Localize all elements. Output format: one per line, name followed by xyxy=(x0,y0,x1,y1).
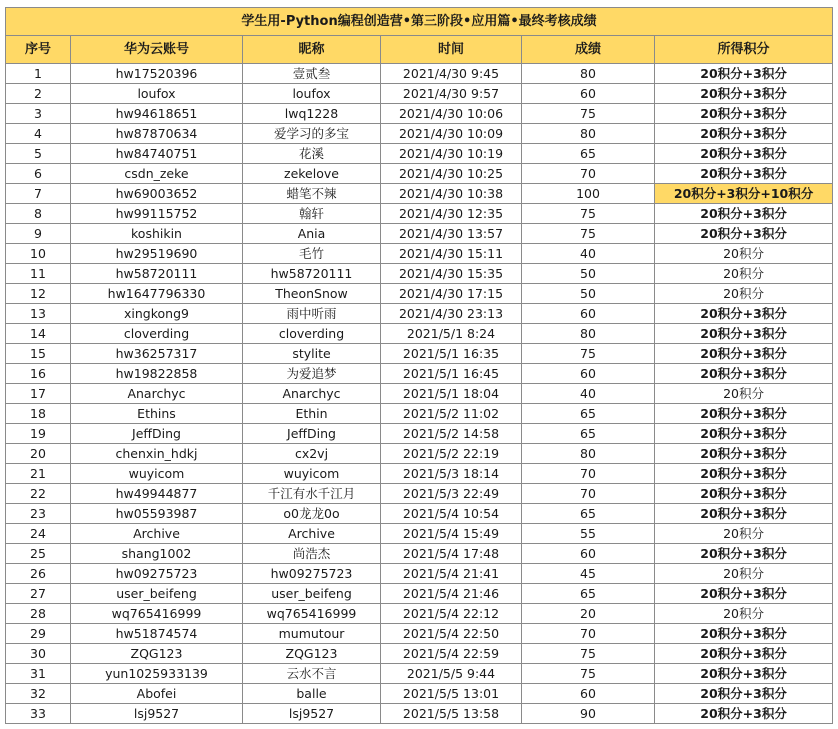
cell-index[interactable]: 13 xyxy=(6,304,71,324)
cell-nickname[interactable]: hw09275723 xyxy=(243,564,381,584)
table-row xyxy=(6,704,833,724)
table-row xyxy=(6,64,833,84)
table-row xyxy=(6,124,833,144)
cell-score[interactable]: 45 xyxy=(522,564,655,584)
table-row xyxy=(6,104,833,124)
cell-time[interactable]: 2021/4/30 12:35 xyxy=(381,204,522,224)
cell-score[interactable]: 75 xyxy=(522,204,655,224)
cell-points[interactable]: 20积分+3积分 xyxy=(655,224,833,244)
cell-nickname[interactable]: JeffDing xyxy=(243,424,381,444)
cell-score[interactable]: 80 xyxy=(522,324,655,344)
table-row xyxy=(6,424,833,444)
cell-score[interactable]: 60 xyxy=(522,544,655,564)
cell-nickname[interactable]: 尚浩杰 xyxy=(243,544,381,564)
cell-score[interactable]: 75 xyxy=(522,104,655,124)
cell-score[interactable]: 75 xyxy=(522,224,655,244)
column-header-index[interactable]: 序号 xyxy=(6,36,71,64)
table-row xyxy=(6,444,833,464)
cell-points[interactable]: 20积分+3积分 xyxy=(655,164,833,184)
cell-index[interactable]: 9 xyxy=(6,224,71,244)
cell-account[interactable]: hw87870634 xyxy=(71,124,243,144)
table-row xyxy=(6,244,833,264)
table-row xyxy=(6,604,833,624)
cell-index[interactable]: 12 xyxy=(6,284,71,304)
cell-points[interactable]: 20积分+3积分 xyxy=(655,64,833,84)
table-row xyxy=(6,284,833,304)
cell-score[interactable]: 70 xyxy=(522,464,655,484)
table-row xyxy=(6,344,833,364)
cell-nickname[interactable]: 千江有水千江月 xyxy=(243,484,381,504)
cell-nickname[interactable]: 蜡笔不辣 xyxy=(243,184,381,204)
cell-score[interactable]: 65 xyxy=(522,424,655,444)
cell-score[interactable]: 60 xyxy=(522,304,655,324)
cell-account[interactable]: shang1002 xyxy=(71,544,243,564)
table-row xyxy=(6,324,833,344)
cell-score[interactable]: 65 xyxy=(522,144,655,164)
cell-score[interactable]: 50 xyxy=(522,284,655,304)
cell-time[interactable]: 2021/5/1 18:04 xyxy=(381,384,522,404)
table-row xyxy=(6,84,833,104)
cell-points[interactable]: 20积分+3积分 xyxy=(655,444,833,464)
cell-index[interactable]: 6 xyxy=(6,164,71,184)
cell-nickname[interactable]: lsj9527 xyxy=(243,704,381,724)
cell-index[interactable]: 4 xyxy=(6,124,71,144)
cell-points[interactable]: 20积分+3积分 xyxy=(655,424,833,444)
cell-index[interactable]: 10 xyxy=(6,244,71,264)
cell-time[interactable]: 2021/5/2 11:02 xyxy=(381,404,522,424)
cell-score[interactable]: 75 xyxy=(522,344,655,364)
cell-points[interactable]: 20积分+3积分 xyxy=(655,624,833,644)
cell-score[interactable]: 60 xyxy=(522,84,655,104)
cell-account[interactable]: wq765416999 xyxy=(71,604,243,624)
cell-time[interactable]: 2021/5/1 16:35 xyxy=(381,344,522,364)
cell-score[interactable]: 20 xyxy=(522,604,655,624)
cell-score[interactable]: 75 xyxy=(522,664,655,684)
cell-nickname[interactable]: wq765416999 xyxy=(243,604,381,624)
cell-index[interactable]: 26 xyxy=(6,564,71,584)
table-row xyxy=(6,564,833,584)
cell-score[interactable]: 65 xyxy=(522,504,655,524)
cell-nickname[interactable]: Ania xyxy=(243,224,381,244)
cell-time[interactable]: 2021/4/30 10:25 xyxy=(381,164,522,184)
cell-score[interactable]: 50 xyxy=(522,264,655,284)
cell-time[interactable]: 2021/4/30 9:57 xyxy=(381,84,522,104)
cell-points[interactable]: 20积分 xyxy=(655,264,833,284)
cell-points[interactable]: 20积分 xyxy=(655,284,833,304)
table-row xyxy=(6,464,833,484)
cell-index[interactable]: 17 xyxy=(6,384,71,404)
cell-nickname[interactable]: mumutour xyxy=(243,624,381,644)
cell-index[interactable]: 25 xyxy=(6,544,71,564)
cell-score[interactable]: 40 xyxy=(522,384,655,404)
cell-index[interactable]: 30 xyxy=(6,644,71,664)
cell-time[interactable]: 2021/5/5 9:44 xyxy=(381,664,522,684)
cell-nickname[interactable]: o0龙龙0o xyxy=(243,504,381,524)
table-row xyxy=(6,484,833,504)
cell-time[interactable]: 2021/4/30 23:13 xyxy=(381,304,522,324)
cell-account[interactable]: hw99115752 xyxy=(71,204,243,224)
cell-score[interactable]: 80 xyxy=(522,124,655,144)
cell-account[interactable]: hw58720111 xyxy=(71,264,243,284)
cell-score[interactable]: 80 xyxy=(522,64,655,84)
cell-time[interactable]: 2021/5/4 17:48 xyxy=(381,544,522,564)
cell-time[interactable]: 2021/5/4 15:49 xyxy=(381,524,522,544)
cell-nickname[interactable]: 雨中听雨 xyxy=(243,304,381,324)
cell-index[interactable]: 14 xyxy=(6,324,71,344)
cell-time[interactable]: 2021/4/30 10:06 xyxy=(381,104,522,124)
cell-points[interactable]: 20积分+3积分 xyxy=(655,404,833,424)
cell-time[interactable]: 2021/5/4 10:54 xyxy=(381,504,522,524)
cell-index[interactable]: 11 xyxy=(6,264,71,284)
cell-time[interactable]: 2021/5/4 22:50 xyxy=(381,624,522,644)
cell-account[interactable]: cloverding xyxy=(71,324,243,344)
cell-points[interactable]: 20积分+3积分 xyxy=(655,324,833,344)
table-row xyxy=(6,264,833,284)
cell-points[interactable]: 20积分+3积分+10积分 xyxy=(655,184,833,204)
cell-nickname[interactable]: 爱学习的多宝 xyxy=(243,124,381,144)
cell-account[interactable]: hw36257317 xyxy=(71,344,243,364)
cell-index[interactable]: 23 xyxy=(6,504,71,524)
cell-score[interactable]: 70 xyxy=(522,624,655,644)
cell-account[interactable]: Ethins xyxy=(71,404,243,424)
cell-time[interactable]: 2021/4/30 17:15 xyxy=(381,284,522,304)
cell-score[interactable]: 60 xyxy=(522,684,655,704)
cell-points[interactable]: 20积分+3积分 xyxy=(655,104,833,124)
table-row xyxy=(6,404,833,424)
cell-index[interactable]: 27 xyxy=(6,584,71,604)
cell-account[interactable]: user_beifeng xyxy=(71,584,243,604)
cell-time[interactable]: 2021/5/3 18:14 xyxy=(381,464,522,484)
cell-score[interactable]: 80 xyxy=(522,444,655,464)
cell-time[interactable]: 2021/5/3 22:49 xyxy=(381,484,522,504)
cell-points[interactable]: 20积分 xyxy=(655,524,833,544)
cell-score[interactable]: 75 xyxy=(522,644,655,664)
cell-nickname[interactable]: Ethin xyxy=(243,404,381,424)
cell-points[interactable]: 20积分 xyxy=(655,604,833,624)
cell-account[interactable]: hw1647796330 xyxy=(71,284,243,304)
cell-account[interactable]: koshikin xyxy=(71,224,243,244)
cell-account[interactable]: hw29519690 xyxy=(71,244,243,264)
cell-score[interactable]: 90 xyxy=(522,704,655,724)
cell-index[interactable]: 29 xyxy=(6,624,71,644)
cell-index[interactable]: 33 xyxy=(6,704,71,724)
cell-points[interactable]: 20积分+3积分 xyxy=(655,124,833,144)
cell-points[interactable]: 20积分+3积分 xyxy=(655,704,833,724)
table-row xyxy=(6,184,833,204)
cell-account[interactable]: JeffDing xyxy=(71,424,243,444)
cell-nickname[interactable]: TheonSnow xyxy=(243,284,381,304)
cell-account[interactable]: Anarchyc xyxy=(71,384,243,404)
cell-time[interactable]: 2021/5/4 21:41 xyxy=(381,564,522,584)
cell-score[interactable]: 70 xyxy=(522,164,655,184)
cell-time[interactable]: 2021/4/30 10:38 xyxy=(381,184,522,204)
cell-score[interactable]: 65 xyxy=(522,404,655,424)
cell-score[interactable]: 65 xyxy=(522,584,655,604)
cell-account[interactable]: lsj9527 xyxy=(71,704,243,724)
cell-points[interactable]: 20积分+3积分 xyxy=(655,144,833,164)
table-row xyxy=(6,524,833,544)
cell-nickname[interactable]: 为爱追梦 xyxy=(243,364,381,384)
cell-score[interactable]: 40 xyxy=(522,244,655,264)
cell-points[interactable]: 20积分+3积分 xyxy=(655,484,833,504)
cell-time[interactable]: 2021/5/1 16:45 xyxy=(381,364,522,384)
table-row xyxy=(6,644,833,664)
cell-index[interactable]: 3 xyxy=(6,104,71,124)
cell-nickname[interactable]: 壹贰叁 xyxy=(243,64,381,84)
cell-index[interactable]: 20 xyxy=(6,444,71,464)
cell-points[interactable]: 20积分 xyxy=(655,564,833,584)
cell-time[interactable]: 2021/5/2 22:19 xyxy=(381,444,522,464)
cell-time[interactable]: 2021/5/4 22:59 xyxy=(381,644,522,664)
cell-nickname[interactable]: zekelove xyxy=(243,164,381,184)
cell-time[interactable]: 2021/5/4 21:46 xyxy=(381,584,522,604)
cell-index[interactable]: 18 xyxy=(6,404,71,424)
cell-points[interactable]: 20积分+3积分 xyxy=(655,304,833,324)
cell-index[interactable]: 8 xyxy=(6,204,71,224)
cell-account[interactable]: ZQG123 xyxy=(71,644,243,664)
cell-points[interactable]: 20积分+3积分 xyxy=(655,544,833,564)
cell-time[interactable]: 2021/4/30 10:09 xyxy=(381,124,522,144)
cell-account[interactable]: xingkong9 xyxy=(71,304,243,324)
table-row xyxy=(6,224,833,244)
cell-points[interactable]: 20积分+3积分 xyxy=(655,584,833,604)
cell-points[interactable]: 20积分+3积分 xyxy=(655,344,833,364)
table-row xyxy=(6,164,833,184)
cell-index[interactable]: 24 xyxy=(6,524,71,544)
cell-account[interactable]: hw49944877 xyxy=(71,484,243,504)
cell-nickname[interactable]: 毛竹 xyxy=(243,244,381,264)
cell-index[interactable]: 15 xyxy=(6,344,71,364)
cell-time[interactable]: 2021/5/4 22:12 xyxy=(381,604,522,624)
cell-account[interactable]: hw51874574 xyxy=(71,624,243,644)
column-header-points[interactable]: 所得积分 xyxy=(655,36,833,64)
score-table xyxy=(5,7,833,724)
cell-account[interactable]: Archive xyxy=(71,524,243,544)
cell-index[interactable]: 31 xyxy=(6,664,71,684)
cell-points[interactable]: 20积分+3积分 xyxy=(655,204,833,224)
cell-points[interactable]: 20积分 xyxy=(655,384,833,404)
cell-nickname[interactable]: 云水不言 xyxy=(243,664,381,684)
cell-score[interactable]: 100 xyxy=(522,184,655,204)
cell-index[interactable]: 16 xyxy=(6,364,71,384)
cell-account[interactable]: hw05593987 xyxy=(71,504,243,524)
cell-nickname[interactable]: ZQG123 xyxy=(243,644,381,664)
sheet-title: 学生用-Python编程创造营•第三阶段•应用篇•最终考核成绩 xyxy=(6,8,833,36)
score-sheet xyxy=(5,7,833,724)
column-header-nickname[interactable]: 昵称 xyxy=(243,36,381,64)
cell-index[interactable]: 7 xyxy=(6,184,71,204)
cell-account[interactable]: hw19822858 xyxy=(71,364,243,384)
cell-time[interactable]: 2021/4/30 9:45 xyxy=(381,64,522,84)
cell-account[interactable]: wuyicom xyxy=(71,464,243,484)
cell-time[interactable]: 2021/4/30 15:11 xyxy=(381,244,522,264)
table-row xyxy=(6,684,833,704)
table-row xyxy=(6,384,833,404)
header-row xyxy=(6,36,833,64)
cell-time[interactable]: 2021/5/5 13:58 xyxy=(381,704,522,724)
table-row xyxy=(6,664,833,684)
cell-account[interactable]: csdn_zeke xyxy=(71,164,243,184)
table-row xyxy=(6,304,833,324)
cell-account[interactable]: Abofei xyxy=(71,684,243,704)
cell-account[interactable]: hw17520396 xyxy=(71,64,243,84)
cell-nickname[interactable]: lwq1228 xyxy=(243,104,381,124)
cell-index[interactable]: 2 xyxy=(6,84,71,104)
table-row xyxy=(6,624,833,644)
cell-nickname[interactable]: Archive xyxy=(243,524,381,544)
cell-account[interactable]: loufox xyxy=(71,84,243,104)
cell-points[interactable]: 20积分+3积分 xyxy=(655,644,833,664)
cell-index[interactable]: 5 xyxy=(6,144,71,164)
table-row xyxy=(6,504,833,524)
table-row xyxy=(6,144,833,164)
cell-index[interactable]: 21 xyxy=(6,464,71,484)
cell-time[interactable]: 2021/5/2 14:58 xyxy=(381,424,522,444)
table-row xyxy=(6,584,833,604)
cell-nickname[interactable]: cloverding xyxy=(243,324,381,344)
cell-points[interactable]: 20积分+3积分 xyxy=(655,364,833,384)
cell-points[interactable]: 20积分+3积分 xyxy=(655,84,833,104)
cell-nickname[interactable]: 翰轩 xyxy=(243,204,381,224)
table-row xyxy=(6,364,833,384)
cell-nickname[interactable]: loufox xyxy=(243,84,381,104)
cell-score[interactable]: 70 xyxy=(522,484,655,504)
cell-nickname[interactable]: user_beifeng xyxy=(243,584,381,604)
cell-nickname[interactable]: stylite xyxy=(243,344,381,364)
cell-nickname[interactable]: Anarchyc xyxy=(243,384,381,404)
cell-points[interactable]: 20积分+3积分 xyxy=(655,664,833,684)
cell-time[interactable]: 2021/4/30 10:19 xyxy=(381,144,522,164)
table-body xyxy=(6,64,833,724)
cell-points[interactable]: 20积分+3积分 xyxy=(655,684,833,704)
cell-index[interactable]: 19 xyxy=(6,424,71,444)
cell-index[interactable]: 1 xyxy=(6,64,71,84)
cell-nickname[interactable]: 花溪 xyxy=(243,144,381,164)
cell-account[interactable]: yun1025933139 xyxy=(71,664,243,684)
cell-time[interactable]: 2021/4/30 13:57 xyxy=(381,224,522,244)
cell-account[interactable]: hw84740751 xyxy=(71,144,243,164)
cell-nickname[interactable]: wuyicom xyxy=(243,464,381,484)
cell-time[interactable]: 2021/5/1 8:24 xyxy=(381,324,522,344)
cell-account[interactable]: hw09275723 xyxy=(71,564,243,584)
column-header-score[interactable]: 成绩 xyxy=(522,36,655,64)
cell-nickname[interactable]: balle xyxy=(243,684,381,704)
table-row xyxy=(6,204,833,224)
cell-account[interactable]: hw69003652 xyxy=(71,184,243,204)
cell-nickname[interactable]: hw58720111 xyxy=(243,264,381,284)
cell-score[interactable]: 60 xyxy=(522,364,655,384)
cell-time[interactable]: 2021/5/5 13:01 xyxy=(381,684,522,704)
cell-index[interactable]: 22 xyxy=(6,484,71,504)
cell-account[interactable]: hw94618651 xyxy=(71,104,243,124)
cell-index[interactable]: 28 xyxy=(6,604,71,624)
cell-index[interactable]: 32 xyxy=(6,684,71,704)
table-row xyxy=(6,544,833,564)
cell-points[interactable]: 20积分+3积分 xyxy=(655,464,833,484)
column-header-time[interactable]: 时间 xyxy=(381,36,522,64)
cell-points[interactable]: 20积分+3积分 xyxy=(655,504,833,524)
cell-score[interactable]: 55 xyxy=(522,524,655,544)
cell-time[interactable]: 2021/4/30 15:35 xyxy=(381,264,522,284)
cell-points[interactable]: 20积分 xyxy=(655,244,833,264)
cell-account[interactable]: chenxin_hdkj xyxy=(71,444,243,464)
column-header-account[interactable]: 华为云账号 xyxy=(71,36,243,64)
cell-nickname[interactable]: cx2vj xyxy=(243,444,381,464)
